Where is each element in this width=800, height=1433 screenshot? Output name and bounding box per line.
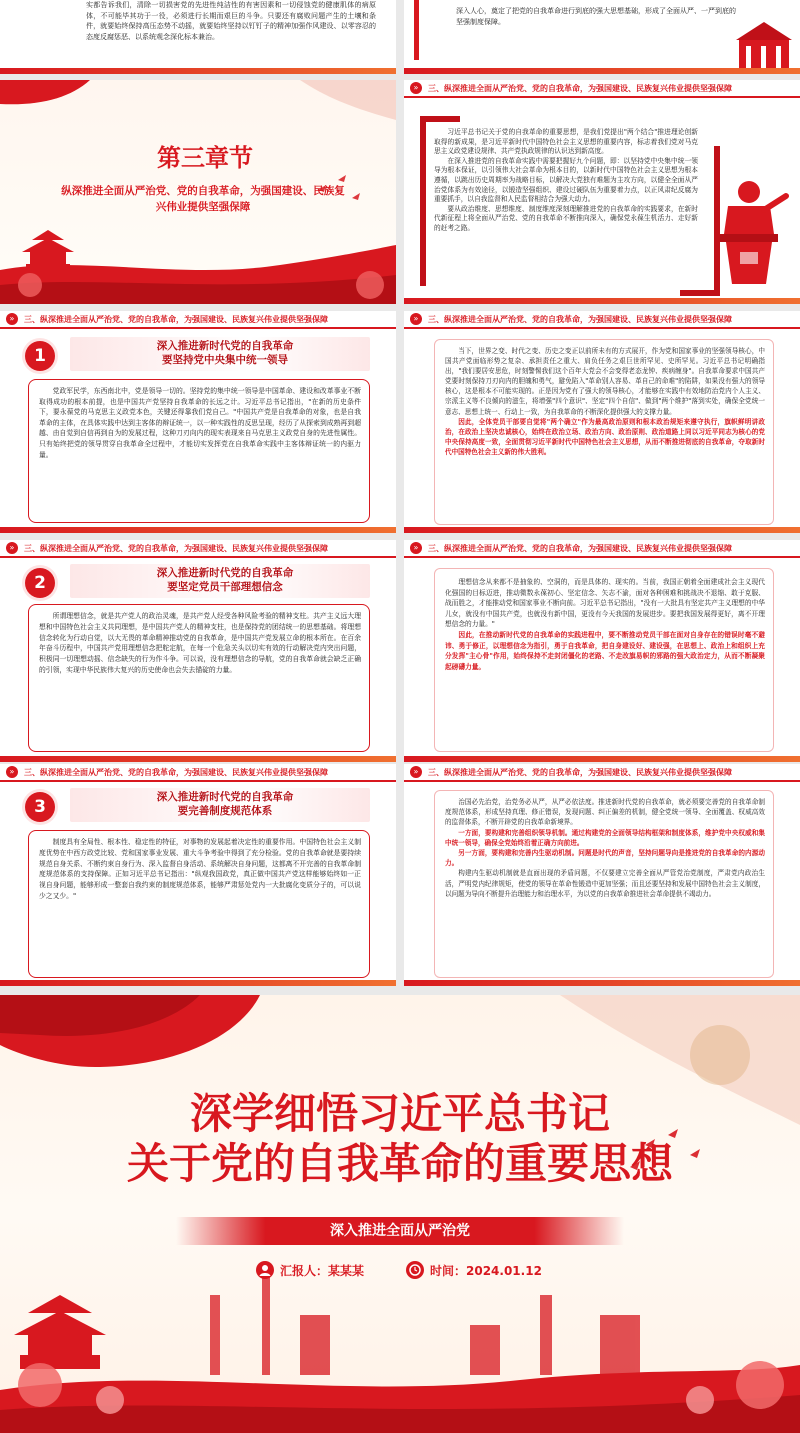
chevron-icon: » — [6, 313, 18, 325]
header-bar-text: 三、纵深推进全面从严治党、党的自我革命，为强国建设、民族复兴伟业提供坚强保障 — [24, 314, 328, 324]
overview-paragraph: 习近平总书记关于党的自我革命的重要思想，是我们党提出"两个结合"推进理论创新取得的新成果，是习近平新时代中国特色社会主义思想的重要内容，标志着我们党对马克思主义政党建设规律、共产党执政规律的认识达到新高度。 — [434, 128, 698, 156]
slide-section3 — [0, 764, 396, 986]
slide-top-right — [404, 0, 800, 74]
section-title — [80, 790, 370, 818]
clock-icon — [406, 1261, 424, 1279]
section-title — [80, 339, 370, 367]
detail-box — [434, 568, 774, 752]
building-icon — [734, 20, 794, 70]
section-body-text: 制度具有全局性、根本性、稳定性的特征，对事物的发展起着决定性的重要作用。中国特色社会主义制度优势在中西方政党比较、党和国家事业发展、重大斗争考验中得到了充分检验。党的自我革命就是要持续规范自身关系、不断约束自身行为、深入监督自身活动、系统解决自身问题，这都离不开完善的自我革命制度规范体系的支持保障。正如习近平总书记指出："纵观我国政党，真正做中国共产党这样能够始终如一正视自身问题，能够形成一整套自我约束的制度规范体系，能够严肃惩处党内一大批腐化变质分子的，可以说少之又少。" — [39, 838, 361, 900]
cover-title-line1: 深学细悟习近平总书记 — [189, 1089, 610, 1138]
date-info — [406, 1261, 542, 1279]
header-bar — [404, 311, 800, 329]
slide-footer — [0, 68, 396, 74]
chapter-subtitle: 纵深推进全面从严治党、党的自我革命，为强国建设、民族复兴伟业提供坚强保障 — [61, 185, 345, 213]
header-bar-text: 三、纵深推进全面从严治党、党的自我革命，为强国建设、民族复兴伟业提供坚强保障 — [428, 767, 732, 777]
slide-footer — [404, 527, 800, 533]
header-bar-text: 三、纵深推进全面从严治党、党的自我革命，为强国建设、民族复兴伟业提供坚强保障 — [428, 83, 732, 93]
header-bar-text: 三、纵深推进全面从严治党、党的自我革命，为强国建设、民族复兴伟业提供坚强保障 — [24, 767, 328, 777]
header-bar — [404, 764, 800, 782]
section-title — [80, 566, 370, 594]
header-bar — [404, 80, 800, 98]
slide-footer — [0, 980, 396, 986]
header-bar — [404, 540, 800, 558]
section-number-badge: 1 — [25, 341, 55, 371]
chevron-icon: » — [410, 313, 422, 325]
person-icon — [256, 1261, 274, 1279]
cover-decor-icon — [0, 995, 800, 1433]
cover-ribbon: 深入推进全面从严治党 — [176, 1217, 624, 1245]
header-bar — [0, 764, 396, 782]
detail-paragraph-emphasis: 因此，在推动新时代党的自我革命的实践进程中，要不断推动党员干部在面对自身存在的错误时毫不避讳、勇于修正，以理想信念为指引，勇于自我革命，把自身建设好、建设强，在思想上、政治上和组织上充分发挥"主心骨"作用，始终保持不走封闭僵化的老路、不走改旗易帜的邪路的强大政治定力，从而不断凝聚起磅礴力量。 — [445, 630, 765, 671]
section-body-text: 党政军民学，东西南北中，党是领导一切的。坚持党的集中统一领导是中国革命、建设和改革事业不断取得成功的根本前提，也是中国共产党坚持自我革命的长远之计。习近平总书记指出，"在新的历史条件下，要永葆党的马克思主义政党本色，关键还得靠我们党自己。"中国共产党是自我革命的对象，也是自我革命的主体，在具体实践中达到主客体的辩证统一，以一种实践性的反思呈现，经历了从探索到成熟再到超越、由自觉到自信再到自为的发展过程，这种刀刃向内的现实表现来自马克思主义政党自身的先进性属性。只有始终把党的领导贯穿自我革命全过程中，才能切实发挥党在自我革命实践中主客体辩证统一的内驱力量。 — [39, 387, 361, 459]
detail-paragraph: 理想信念从来都不是抽象的、空洞的，而是具体的、现实的。当前，我国正朝着全面建成社会主义现代化强国的目标迈进，推动微数永葆初心、坚定信念、矢志不渝，面对各种困难和挑战决不退缩、敢于克服、战而胜之，才能推动党和国家事业不断向前。习近平总书记指出，"没有一大批具有坚定共产主义理想的中华儿女，就没有中国共产党，也就没有新中国，更没有今天我国的发展进步。要把我国发展得更好，离不开理想信念的力量。" — [445, 578, 765, 629]
overview-paragraph: 在深入推进党的自我革命实践中需要把握好九个问题，即：以坚持党中央集中统一领导为根本保证，以引领伟大社会革命为根本目的，以新时代中国特色社会主义思想为根本遵循，以跳出历史周期率为战略目标，以解决大党独有难题为主攻方向，以健全全面从严治党体系为有效途径，以锻造坚强组织、建设过硬队伍为重要着力点，以正风肃纪反腐为重要抓手，以自我监督和人民监督相结合为强大动力。 — [434, 156, 698, 204]
section-body-box — [28, 604, 370, 752]
detail-paragraph: 治国必先治党，治党务必从严，从严必依法度。推进新时代党的自我革命，就必须要完善党的自我革命制度规范体系，形成坚持真理、修正错误，发现问题、纠正偏差的机制，健全党统一领导、全面覆盖、权威高效的监督体系，不断开辟党的自我革命新境界。 — [445, 798, 765, 827]
header-bar — [0, 311, 396, 329]
detail-paragraph: 构建内生驱动机制就是直面出现的矛盾问题，不仅要建立完善全面从严管党治党制度，严肃党内政治生活，严明党内纪律规矩，使党的领导在革命性锻造中更加坚强；而且还要坚持和发展中国特色社会主义制度，以问题为导向不断提升治理能力和治理水平，为以党的自我革命推进社会革命提供不竭动力。 — [445, 869, 765, 898]
chapter-title: 第三章节 — [157, 144, 253, 172]
section-title-line1: 深入推进新时代党的自我革命 — [156, 791, 294, 803]
header-bar-text: 三、纵深推进全面从严治党、党的自我革命，为强国建设、民族复兴伟业提供坚强保障 — [428, 314, 732, 324]
chevron-icon: » — [410, 766, 422, 778]
chevron-icon: » — [410, 82, 422, 94]
detail-paragraph-emphasis: 因此，全体党员干部要自觉将"两个确立"作为最高政治原则和根本政治规矩来遵守执行，旗帜鲜明讲政治，在政治上坚决忠诚核心，始终在政治立场、政治方向、政治原则、政治道路上同以习近平同志为核心的党中央保持高度一致，全面贯彻习近平新时代中国特色社会主义思想，从而不断推进彻底的自我革命，夺取新时代中国特色社会主义新的伟大胜利。 — [445, 417, 765, 456]
detail-box — [434, 790, 774, 978]
slide-footer — [404, 68, 800, 74]
slide-top-left-text: 实都告诉我们，清除一切损害党的先进性纯洁性的有害因素和一切侵蚀党的健康肌体的病原体，不可能毕其功于一役，必须进行长期而艰巨的斗争。只要还有腐败问题产生的土壤和条件，就要始终保持高压态势不动摇，就要始终坚持以钉钉子的精神加强作风建设、以零容忍的态度反腐惩恶、以系统观念深化标本兼治。 — [86, 1, 376, 41]
slide-chapter — [0, 80, 396, 304]
slide-section1-detail — [404, 311, 800, 533]
speaker-podium-icon — [704, 176, 794, 286]
slide-section2 — [0, 540, 396, 762]
slide-section1 — [0, 311, 396, 533]
slide-footer — [404, 756, 800, 762]
section-title-line2: 要坚持党中央集中统一领导 — [162, 354, 288, 366]
reporter-label: 汇报人：某某某 — [280, 1263, 365, 1278]
cover-title-line2: 关于党的自我革命的重要思想 — [126, 1139, 673, 1188]
detail-paragraph-emphasis: 另一方面，要构建和完善内生驱动机制。问题是时代的声音，坚持问题导向是推进党的自我革命的内源动力。 — [445, 849, 765, 868]
detail-paragraph-emphasis: 一方面，要构建和完善组织领导机制。通过构建党的全面领导结构框架和制度体系，维护党中央权威和集中统一领导，确保全党始终沿着正确方向前进。 — [445, 828, 765, 847]
section-number-badge: 3 — [25, 792, 55, 822]
slide-footer — [0, 527, 396, 533]
slide-top-left — [0, 0, 396, 74]
section-title-line2: 要坚定党员干部理想信念 — [167, 581, 283, 593]
header-bar-text: 三、纵深推进全面从严治党、党的自我革命，为强国建设、民族复兴伟业提供坚强保障 — [24, 543, 328, 553]
chevron-icon: » — [6, 542, 18, 554]
slide-footer — [404, 298, 800, 304]
chevron-icon: » — [410, 542, 422, 554]
slide-footer — [0, 756, 396, 762]
detail-box — [434, 339, 774, 525]
header-bar — [0, 540, 396, 558]
overview-text — [434, 128, 698, 234]
overview-paragraph: 要从政治维度、思想维度、制度维度深刻理解推进党的自我革命的实践要求，在新时代新征程上将全面从严治党、党的自我革命不断推向深入，确保党永葆生机活力、走好新的赶考之路。 — [434, 204, 698, 232]
date-label: 时间：2024.01.12 — [430, 1263, 542, 1278]
section-body-text: 所谓理想信念，就是共产党人的政治灵魂，是共产党人经受各种风险考验的精神支柱。共产主义远大理想和中国特色社会主义共同理想，是中国共产党人的精神支柱，也是保持党的团结统一的思想基础。将理想信念转化为行动自觉，以大无畏的革命精神推动党的自我革命，是中国共产党发展立命的根本所在。在百余年奋斗历程中，中国共产党用理想信念把舵定航，在每一个危急关头以切实有效的行动解决党内突出问题，积极同一切理想动摇、信念缺失的行为作斗争。可以说，没有理想信念的导航，党的自我革命就会缺乏正确的引领，实现中华民族伟大复兴的历史使命也会失去锚碇的力量。 — [39, 612, 361, 674]
section-body-box — [28, 379, 370, 523]
section-body-box — [28, 830, 370, 978]
section-title-line1: 深入推进新时代党的自我革命 — [156, 340, 294, 352]
slide-overview — [404, 80, 800, 304]
slide-footer — [404, 980, 800, 986]
slide-section3-detail — [404, 764, 800, 986]
slide-top-right-text: 深入人心，奠定了把党的自我革命进行到底的强大思想基础，形成了全面从严、一严到底的坚强制度保障。 — [456, 7, 736, 26]
detail-paragraph: 当下，世界之变、时代之变、历史之变正以前所未有的方式展开，作为党和国家事业的坚强领导核心，中国共产党面临形势之复杂、承担责任之重大、肩负任务之艰巨世所罕见、史所罕见。习近平总书记明确指出，"我们要居安思危，时刻警惕我们这个百年大党会不会变得老态龙钟、疾病缠身"。自我革命要求中国共产党要时刻保持刀刃向内的胆魄和勇气，避免陷入"革命别人容易、革自己的命难"的陷阱，如果没有强大的领导核心，这是根本不可能实现的。正是因为党有了强大的领导核心，才能够在实践中有效地防治党内个人主义、宗派主义等不良倾向的滋生，将增强"四个意识"、坚定"四个自信"、做到"两个维护"落到实处，确保全党统一意志、思想上统一、行动上一致，为自我革命的不断深化提供强大的支撑力量。 — [445, 347, 765, 416]
section-title-line1: 深入推进新时代党的自我革命 — [156, 567, 294, 579]
section-title-line2: 要完善制度规范体系 — [177, 805, 273, 817]
cover-slide — [0, 995, 800, 1433]
decor-border-icon — [404, 0, 434, 74]
header-bar-text: 三、纵深推进全面从严治党、党的自我革命，为强国建设、民族复兴伟业提供坚强保障 — [428, 543, 732, 553]
section-number-badge: 2 — [25, 568, 55, 598]
reporter-info — [256, 1261, 364, 1279]
slide-section2-detail — [404, 540, 800, 762]
chevron-icon: » — [6, 766, 18, 778]
